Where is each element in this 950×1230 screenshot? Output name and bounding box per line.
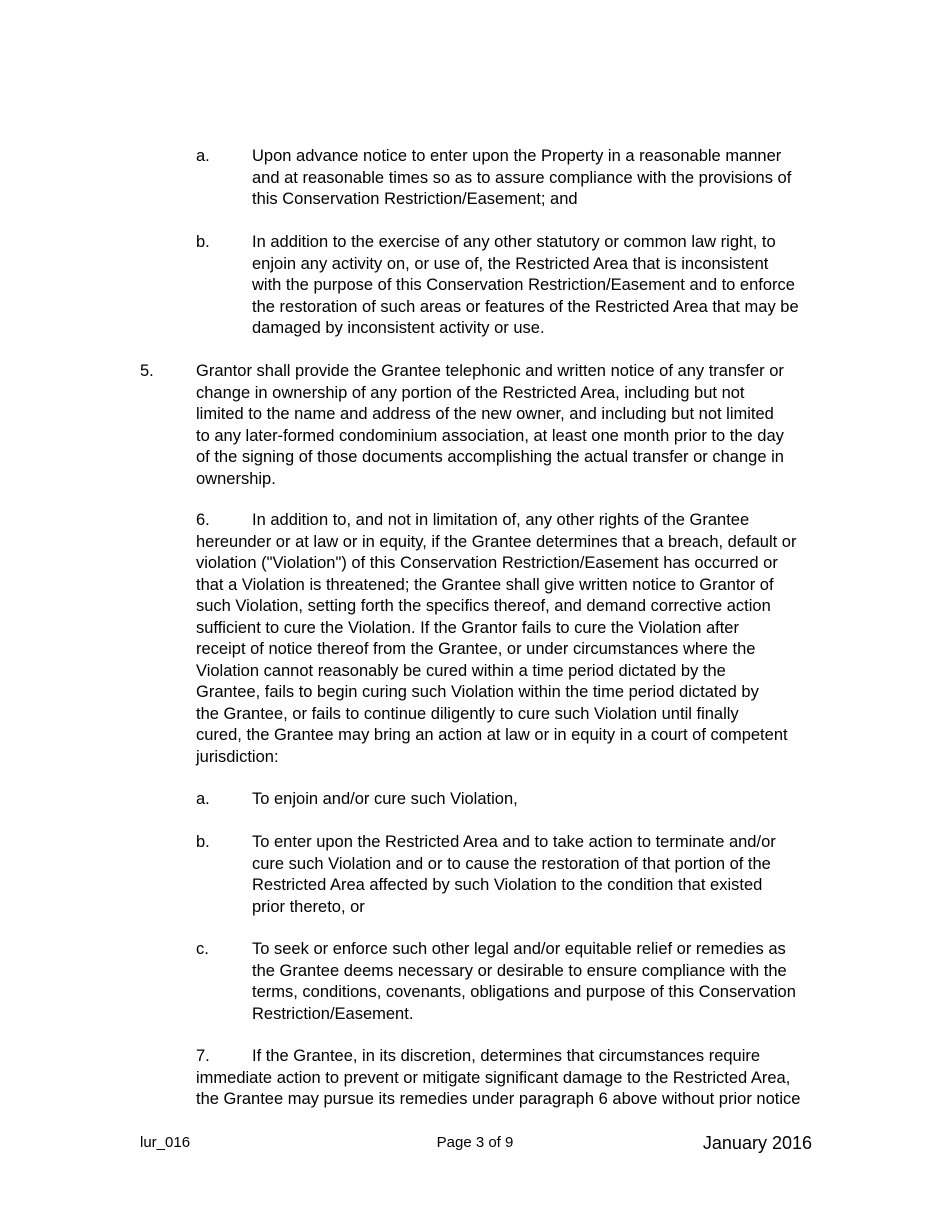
text-line: damaged by inconsistent activity or use. bbox=[252, 319, 545, 337]
text-line: and at reasonable times so as to assure compliance with the provisions of bbox=[252, 168, 792, 187]
text-line: terms, conditions, covenants, obligations and purpose of this Conservation bbox=[252, 983, 796, 1001]
text-line: To enter upon the Restricted Area and to take action to terminate and/or bbox=[252, 833, 776, 851]
text-line: prior thereto, or bbox=[252, 897, 365, 916]
text-line bbox=[196, 1046, 820, 1068]
text-span: In addition to, and not in limitation of, any other rights of the Grantee bbox=[252, 511, 750, 529]
paragraph-number: 6. bbox=[196, 511, 210, 529]
list-item-text bbox=[252, 789, 816, 811]
text-line: with the purpose of this Conservation Restriction/Easement and to enforce bbox=[252, 276, 795, 294]
text-line: the restoration of such areas or features of the Restricted Area that may be bbox=[252, 297, 799, 316]
text-line: violation ("Violation") of this Conservation Restriction/Easement has occurred or bbox=[196, 554, 778, 572]
text-line: To seek or enforce such other legal and/or equitable relief or remedies as bbox=[252, 940, 786, 958]
footer-page-number: Page 3 of 9 bbox=[436, 1134, 514, 1151]
paragraph-6 bbox=[196, 510, 820, 768]
text-line: of the signing of those documents accomplishing the actual transfer or change in bbox=[196, 448, 784, 466]
list-marker: 5. bbox=[140, 362, 154, 380]
list-marker: c. bbox=[196, 940, 209, 958]
list-item-text bbox=[252, 832, 816, 918]
paragraph-7 bbox=[196, 1046, 820, 1111]
text-line: cure such Violation and or to cause the restoration of that portion of the bbox=[252, 854, 771, 873]
text-line: hereunder or at law or in equity, if the Grantee determines that a breach, default or bbox=[196, 532, 797, 551]
list-item-text bbox=[252, 232, 816, 340]
text-line: Violation cannot reasonably be cured within a time period dictated by the bbox=[196, 661, 726, 680]
list-marker: a. bbox=[196, 147, 210, 165]
list-item-text bbox=[252, 146, 816, 211]
text-line: jurisdiction: bbox=[196, 747, 279, 766]
footer-doc-id: lur_016 bbox=[140, 1134, 191, 1151]
text-line: immediate action to prevent or mitigate significant damage to the Restricted Area, bbox=[196, 1068, 791, 1087]
text-line: limited to the name and address of the new owner, and including but not limited bbox=[196, 405, 774, 423]
list-item-text bbox=[252, 939, 816, 1025]
list-marker: a. bbox=[196, 790, 210, 808]
text-span: If the Grantee, in its discretion, determines that circumstances require bbox=[252, 1047, 761, 1065]
text-line: the Grantee may pursue its remedies under paragraph 6 above without prior notice bbox=[196, 1090, 801, 1108]
text-line: such Violation, setting forth the specifics thereof, and demand corrective action bbox=[196, 597, 771, 615]
list-marker: b. bbox=[196, 833, 210, 851]
text-line: Grantor shall provide the Grantee telephonic and written notice of any transfer or bbox=[196, 362, 784, 380]
text-line: Grantee, fails to begin curing such Violation within the time period dictated by bbox=[196, 683, 759, 701]
text-line: sufficient to cure the Violation. If the Grantor fails to cure the Violation after bbox=[196, 618, 739, 637]
text-line: Restricted Area affected by such Violation to the condition that existed bbox=[252, 876, 763, 894]
text-line: In addition to the exercise of any other statutory or common law right, to bbox=[252, 233, 776, 251]
list-marker: b. bbox=[196, 233, 210, 251]
text-line: To enjoin and/or cure such Violation, bbox=[252, 790, 518, 808]
numbered-item-text bbox=[196, 361, 820, 490]
text-line: change in ownership of any portion of the Restricted Area, including but not bbox=[196, 383, 745, 402]
footer-date: January 2016 bbox=[702, 1133, 812, 1153]
text-line: the Grantee deems necessary or desirable to ensure compliance with the bbox=[252, 961, 787, 980]
text-line: cured, the Grantee may bring an action at law or in equity in a court of competent bbox=[196, 726, 788, 744]
text-line: to any later-formed condominium association, at least one month prior to the day bbox=[196, 426, 784, 445]
text-line: this Conservation Restriction/Easement; and bbox=[252, 190, 578, 208]
text-line: receipt of notice thereof from the Grantee, or under circumstances where the bbox=[196, 640, 756, 658]
text-line: Restriction/Easement. bbox=[252, 1004, 414, 1023]
text-line: that a Violation is threatened; the Grantee shall give written notice to Grantor of bbox=[196, 575, 774, 594]
text-line: ownership. bbox=[196, 469, 276, 488]
paragraph-number: 7. bbox=[196, 1047, 210, 1065]
text-line bbox=[196, 510, 820, 532]
text-line: enjoin any activity on, or use of, the Restricted Area that is inconsistent bbox=[252, 254, 769, 273]
text-line: Upon advance notice to enter upon the Property in a reasonable manner bbox=[252, 147, 782, 165]
text-line: the Grantee, or fails to continue diligently to cure such Violation until finally bbox=[196, 704, 739, 723]
